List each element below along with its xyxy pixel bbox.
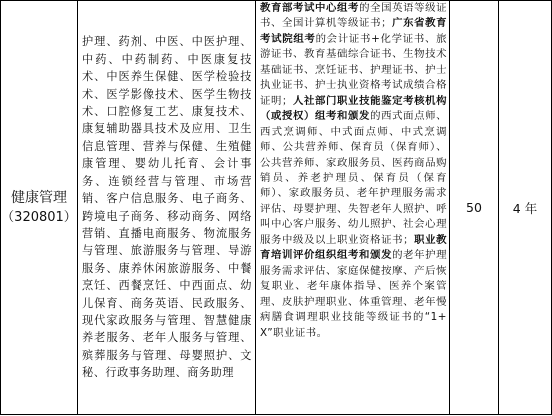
directions-cell [78,1,256,415]
cert-list-hr: 的西式面点师、西式烹调师、中式面点师、中式烹调师、公共营养师、保育员（保育师）、公共营养师、家政服务员、医药商品购销员、养老护理员、保育员（保育师）、家政服务员、老年护理服务需求评估、母婴护理、失智老年人照护、呼叫中心客户服务、幼儿照护、社会心理服务中级及以上职业资格证书； [260,110,448,246]
cert-authority-gd-exam: 广东省教育考试院组考 [260,17,448,45]
directions-text: 护理、药剂、中医、中医护理、中药、中药制药、中医康复技术、中医养生保健、医学检验技术、医学影像技术、医学生物技术、口腔修复工艺、康复技术、康复辅助器具技术及应用、卫生信息管理、营养与保健、生殖健康管理、婴幼儿托育、会计事务、连锁经营与管理、市场营销、客户信息服务、电子商务、跨境电子商务、移动商务、网络营销、直播电商服务、物流服务与管理、旅游服务与管理、导游服务、康养休闲旅游服务、中餐烹饪、西餐烹饪、中西面点、幼儿保育、商务英语、民政服务、现代家政服务与管理、智慧健康养老服务、老年人服务与管理、殡葬服务与管理、母婴照护、文秘、行政事务助理、商务助理 [82,35,252,380]
cert-authority-hr: 人社部门职业技能鉴定考核机构（或授权）组考和颁发 [260,94,448,123]
cert-list-moe: 的全国英语等级证书、全国计算机等级证书； [260,2,448,30]
years-cell: 4 年 [499,1,552,415]
major-code: （320801） [1,209,77,225]
cert-authority-vet: 职业教育培训评价组织组考和颁发 [260,233,448,262]
cert-list-gd-exam: 的会计证书+化学证书、旅游证书、教育基础综合证书、生物技术基础证书、烹饪证书、护理证书、护士执业证书、护士执业资格考试成绩合格证明； [260,32,447,107]
table-row [1,1,552,415]
cert-list-vet: 的老年护理服务需求评估、家庭保健按摩、产后恢复职业、老年康体指导、医养个案管理、皮肤护理职业、体重管理、老年慢病膳食调理职业技能等级证书的“1+X”职业证书。 [260,249,448,339]
number-cell: 50 [450,1,499,415]
cert-authority-moe: 教育部考试中心组考 [260,2,360,14]
major-cell [1,1,78,415]
certificates-cell [256,1,450,415]
major-name: 健康管理 [11,189,67,206]
certificates-text [260,1,447,341]
